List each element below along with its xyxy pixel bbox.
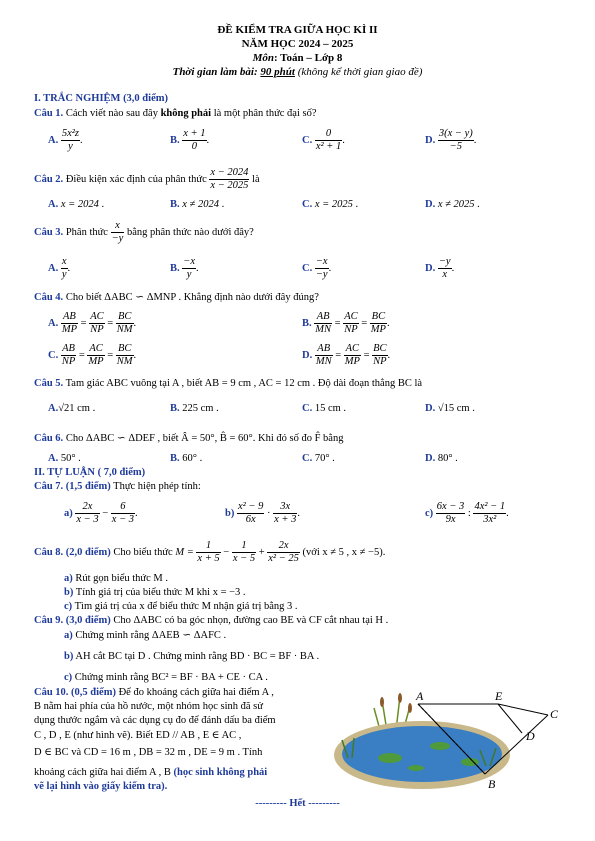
- q1-option-d: D. $\frac{3(x - y)}{-5}$ .: [425, 128, 477, 153]
- lake-water: [342, 726, 502, 782]
- q1-option-a: A. $\frac{\text{5x²z}}{y}$ .: [48, 128, 83, 153]
- q5-option-c: C. 15 cm .: [302, 403, 347, 414]
- q7-part-c: c) $\frac{6x - 3}{9x}$ : $\frac{\text{4x² − 1}}{\text{3x²}}$ .: [425, 501, 509, 526]
- q1-option-b: B. $\frac{x + 1}{0}$ .: [170, 128, 210, 153]
- q4-option-a: A. $\frac{AB}{MP}$ = $\frac{AC}{NP}$ = $\frac{BC}{NM}$ .: [48, 311, 137, 336]
- q9-part-a: a) Chứng minh rằng ΔAEB ∽ ΔAFC .: [64, 630, 227, 641]
- point-label-a: A: [416, 689, 424, 703]
- q2-stem: Câu 2. Điều kiện xác định của phân thức $\frac{x - 2024}{x - 2025}$ là: [34, 167, 260, 192]
- q2-option-b: B. x ≠ 2024 .: [170, 199, 225, 210]
- q10-line-7: vẽ lại hình vào giấy kiểm tra).: [34, 781, 168, 792]
- cattails: [380, 693, 412, 713]
- q6-stem: Câu 6. Cho ΔABC ∽ ΔDEF , biết Â = 50°, B̂ = 60°. Khi đó số đo F̂ bằng: [34, 433, 344, 444]
- part2-heading: II. TỰ LUẬN ( 7,0 điểm): [34, 467, 146, 478]
- q8-part-a: a) Rút gọn biểu thức M .: [64, 573, 168, 584]
- q9-stem: Câu 9. (3,0 điểm) Cho ΔABC có ba góc nhọn, đường cao BE và CF cắt nhau tại H .: [34, 615, 389, 626]
- q7-part-b: b) $\frac{\text{x² − 9}}{6x}$ · $\frac{3x}{x + 3}$ .: [225, 501, 300, 526]
- school-year: NĂM HỌC 2024 – 2025: [241, 38, 354, 50]
- q4-option-b: B. $\frac{AB}{MN}$ = $\frac{AC}{NP}$ = $\frac{BC}{MP}$ .: [302, 311, 390, 336]
- q3-stem: Câu 3. Phân thức $\frac{x}{-y}$ bằng phân thức nào dưới đây?: [34, 220, 254, 245]
- lake-figure: [330, 688, 565, 798]
- q10-line-6: khoảng cách giữa hai điểm A , B (học sinh không phải: [34, 767, 268, 778]
- q6-option-b: B. 60° .: [170, 453, 203, 464]
- q3-option-a: A. $\frac{x}{y}$ .: [48, 256, 71, 281]
- q6-option-a: A. 50° .: [48, 453, 81, 464]
- q5-stem: Câu 5. Tam giác ABC vuông tại A , biết AB = 9 cm , AC = 12 cm . Độ dài đoạn thẳng BC là: [34, 378, 423, 389]
- q4-option-d: D. $\frac{AB}{MN}$ = $\frac{AC}{MP}$ = $\frac{BC}{NP}$ .: [302, 343, 391, 368]
- point-label-b: B: [488, 777, 496, 791]
- q5-option-b: B. 225 cm .: [170, 403, 219, 414]
- q10-line-3: dụng thước ngắm và các dụng cụ đo để đánh dấu ba điểm: [34, 715, 276, 726]
- q2-option-a: A. x = 2024 .: [48, 199, 105, 210]
- point-label-c: C: [550, 707, 559, 721]
- q9-part-c: c) Chứng minh rằng BC² = BF · BA + CE · CA .: [64, 672, 268, 683]
- q1-option-c: C. $\frac{0}{\text{x² + 1}}$ .: [302, 128, 345, 153]
- q5-option-a: A.√21 cm .: [48, 403, 96, 414]
- q5-option-d: D. √15 cm .: [425, 403, 475, 414]
- q1-stem: Câu 1. Cách viết nào sau đây không phải là một phân thức đại số?: [34, 108, 317, 119]
- q8-stem: Câu 8. (2,0 điểm) Cho biểu thức M = $\frac{1}{x + 5}$ − $\frac{1}{x - 5}$ + $\frac{2x}{\text{x² − 25}}$ (với x ≠ 5 , x ≠ −5).: [34, 540, 386, 565]
- q3-option-b: B. $\frac{-x}{y}$ .: [170, 256, 199, 281]
- q10-line-5: D ∈ BC và CD = 16 m , DB = 32 m , DE = 9 m . Tính: [34, 747, 263, 758]
- subject-line: Môn: Toán – Lớp 8: [252, 52, 343, 64]
- q10-line-4: C , D , E (như hình vẽ). Biết ED // AB , E ∈ AC ,: [34, 730, 242, 741]
- point-label-d: D: [526, 729, 535, 743]
- q2-option-d: D. x ≠ 2025 .: [425, 199, 480, 210]
- q9-part-b: b) AH cắt BC tại D . Chứng minh rằng BD · BC = BF · BA .: [64, 651, 320, 662]
- part1-heading: I. TRẮC NGHIỆM (3,0 điểm): [34, 93, 168, 104]
- q8-part-c: c) Tìm giá trị của x để biểu thức M nhận giá trị bằng 3 .: [64, 601, 298, 612]
- point-label-e: E: [495, 689, 503, 703]
- q4-stem: Câu 4. Cho biết ΔABC ∽ ΔMNP . Khẳng định nào dưới đây đúng?: [34, 292, 319, 303]
- q3-option-d: D. $\frac{-y}{x}$ .: [425, 256, 455, 281]
- q3-option-c: C. $\frac{-x}{-y}$ .: [302, 256, 332, 281]
- q2-option-c: C. x = 2025 .: [302, 199, 359, 210]
- q6-option-c: C. 70° .: [302, 453, 335, 464]
- q10-line-1: Câu 10. (0,5 điểm) Để đo khoảng cách giữa hai điểm A ,: [34, 687, 274, 698]
- q4-option-c: C. $\frac{AB}{NP}$ = $\frac{AC}{MP}$ = $\frac{BC}{NM}$ .: [48, 343, 137, 368]
- end-marker: --------- Hết ---------: [255, 798, 340, 809]
- time-line: Thời gian làm bài: 90 phút (không kể thời gian giao đề): [172, 66, 423, 78]
- q6-option-d: D. 80° .: [425, 453, 458, 464]
- exam-title: ĐỀ KIỂM TRA GIỮA HỌC KÌ II: [217, 24, 378, 36]
- q10-line-2: B nằm hai phía của hồ nước, một nhóm học sinh đã sử: [34, 701, 263, 712]
- q8-part-b: b) Tính giá trị của biểu thức M khi x = −3 .: [64, 587, 246, 598]
- q7-stem: Câu 7. (1,5 điểm) Thực hiện phép tính:: [34, 481, 201, 492]
- q7-part-a: a) $\frac{2x}{x - 3}$ − $\frac{6}{x - 3}$ .: [64, 501, 138, 526]
